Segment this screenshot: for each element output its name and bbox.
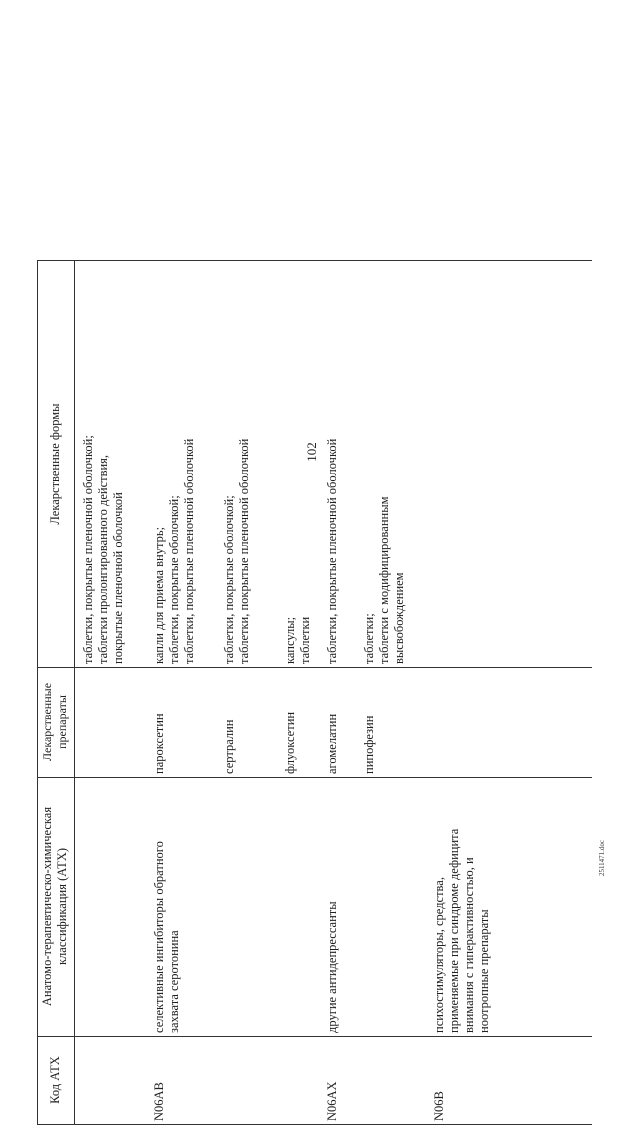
- table-row-6-classification: [432, 780, 492, 1033]
- form-line: таблетки, покрытые пленочной оболочкой: [182, 438, 196, 664]
- table-row-2-forms: [222, 264, 252, 664]
- header-code: Код АТХ: [48, 1056, 62, 1104]
- table-row-5-preparation: пипофезин: [362, 715, 376, 774]
- classification-line: ноотропные препараты: [477, 909, 491, 1033]
- footer-filename: 2511471.doc: [598, 839, 606, 877]
- form-line: капли для приема внутрь;: [152, 526, 166, 664]
- table-border-top: [37, 260, 38, 1125]
- table-row-1-code: N06AB: [152, 1082, 166, 1121]
- form-line: таблетки, покрытые пленочной оболочкой: [237, 438, 251, 664]
- table-row-1-forms: [152, 264, 197, 664]
- header-classification: Анатомо-терапевтическо-химическая классификация (АТХ): [40, 806, 69, 1007]
- table-row-2-preparation: сертралин: [222, 719, 236, 774]
- table-row-4-preparation: агомелатин: [325, 713, 339, 774]
- form-line: таблетки пролонгированного действия,: [96, 454, 110, 664]
- classification-line: селективные ингибиторы обратного: [152, 841, 166, 1033]
- column-divider: [37, 777, 592, 778]
- table-row-4-classification: [325, 780, 340, 1033]
- form-line: таблетки: [298, 616, 312, 664]
- form-line: капсулы;: [283, 616, 297, 664]
- form-line: таблетки с модифицированным: [377, 496, 391, 664]
- page-number: 102: [304, 442, 319, 462]
- form-line: таблетки, покрытые пленочной оболочкой;: [81, 435, 95, 664]
- form-line: таблетки, покрытые оболочкой;: [167, 495, 181, 664]
- table-row-4-code: N06AX: [325, 1081, 339, 1121]
- table-row-3-preparation: флуоксетин: [283, 711, 297, 774]
- atc-table: [37, 260, 592, 1125]
- table-row-1-preparation: пароксетин: [152, 713, 166, 774]
- table-row-1-classification: [152, 780, 182, 1033]
- column-divider: [37, 667, 592, 668]
- table-row-4-forms: [325, 264, 340, 664]
- column-divider: [37, 1036, 592, 1037]
- form-line: высвобождением: [392, 572, 406, 664]
- header-divider: [74, 260, 75, 1125]
- classification-line: захвата серотонина: [167, 930, 181, 1033]
- header-forms: Лекарственные формы: [48, 403, 62, 525]
- table-row-3-forms: [283, 264, 313, 664]
- form-line: таблетки, покрытые пленочной оболочкой: [325, 438, 339, 664]
- classification-line: применяемые при синдроме дефицита: [447, 828, 461, 1033]
- table-row-0-forms: [81, 264, 126, 664]
- table-row-6-code: N06B: [432, 1091, 446, 1121]
- classification-line: внимания с гиперактивностью, и: [462, 857, 476, 1033]
- header-preparations: Лекарственные препараты: [40, 682, 69, 762]
- form-line: таблетки, покрытые оболочкой;: [222, 495, 236, 664]
- form-line: таблетки;: [362, 613, 376, 664]
- rotated-table-page: [37, 260, 592, 1125]
- table-border-right: [37, 260, 592, 261]
- classification-line: другие антидепрессанты: [325, 901, 339, 1033]
- table-row-5-forms: [362, 264, 407, 664]
- form-line: покрытые пленочной оболочкой: [111, 492, 125, 664]
- classification-line: психостимуляторы, средства,: [432, 877, 446, 1033]
